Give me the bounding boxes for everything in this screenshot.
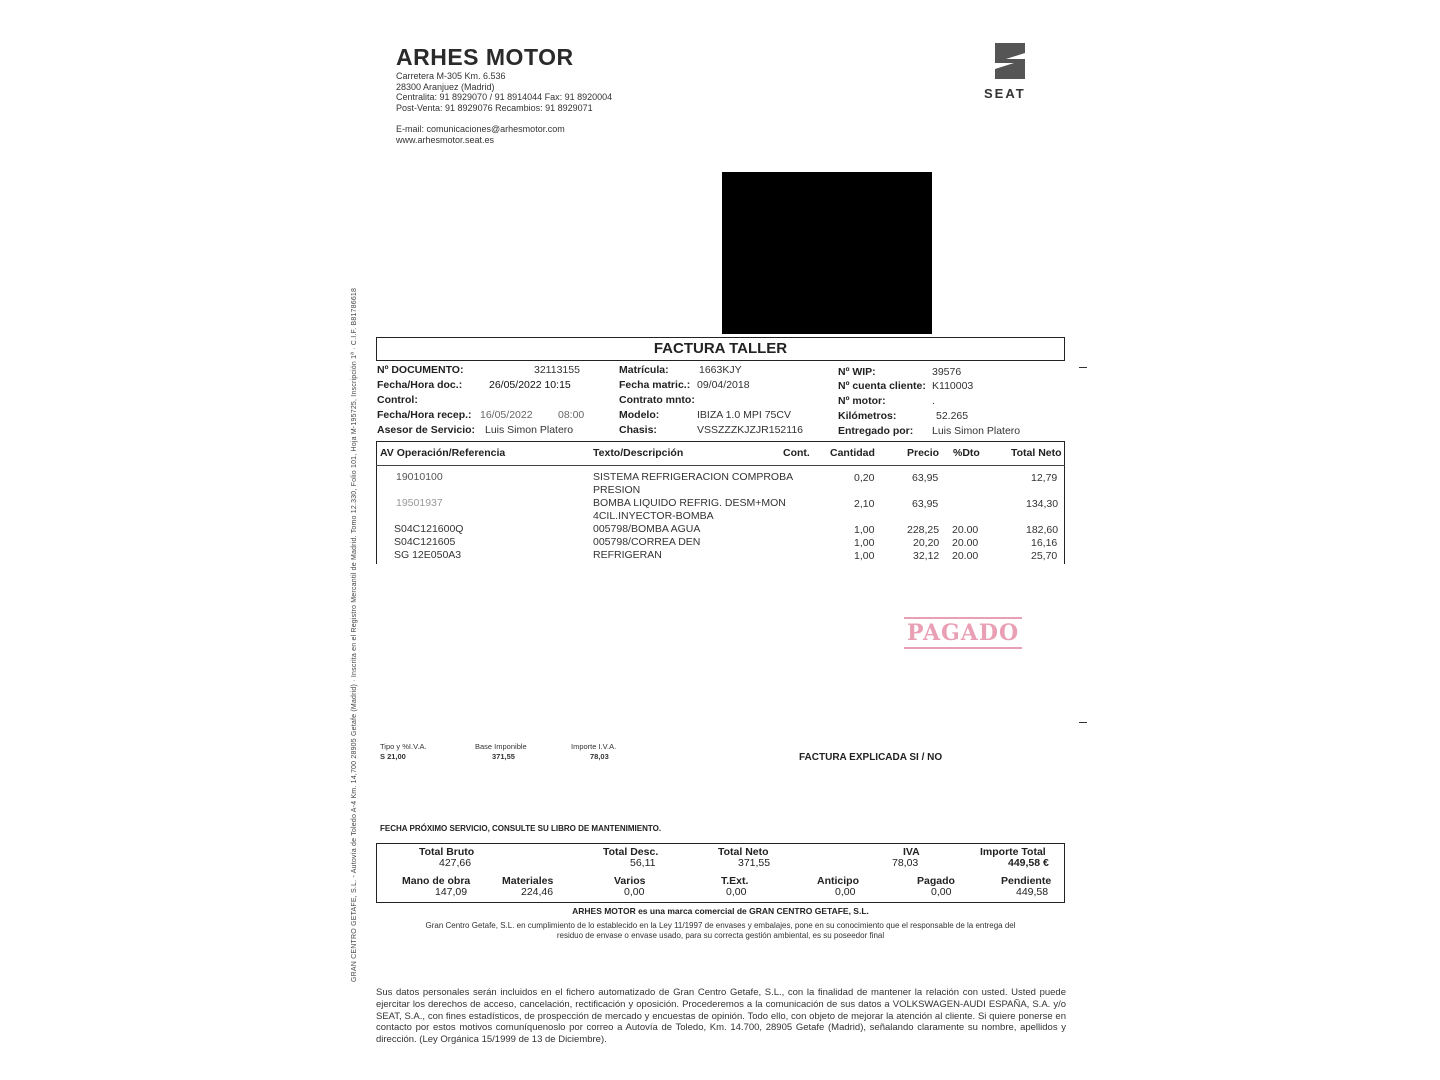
row-neto: 182,60 — [1026, 524, 1059, 536]
proximo-servicio-note: FECHA PRÓXIMO SERVICIO, CONSULTE SU LIBRO DE MANTENIMIENTO. — [380, 824, 662, 833]
entregado-label: Entregado por: — [838, 425, 914, 437]
row-desc: 005798/CORREA DEN — [593, 536, 701, 548]
contrato-label: Contrato mnto: — [619, 394, 695, 406]
registry-side-text: GRAN CENTRO GETAFE, S.L. - Autovía de Toledo A-4 Km. 14,700 28905 Getafe (Madrid) · Inscrita en el Registro Mercantil de Madrid. Tomo 12.330, Folio 101, Hoja M-195725, Inscripción 1ª · C.I.F. B81786618 — [351, 287, 358, 982]
documento-label: Nº DOCUMENTO: — [377, 364, 464, 376]
fecha-recep-value: 16/05/2022 — [480, 409, 533, 421]
iva-tipo-value: S 21,00 — [380, 752, 406, 761]
row-ref: 19010100 — [396, 471, 443, 483]
base-imponible-value: 371,55 — [492, 752, 515, 761]
asesor-label: Asesor de Servicio: — [377, 424, 476, 436]
materiales-value: 224,46 — [521, 886, 554, 898]
col-header-desc: Texto/Descripción — [593, 447, 684, 459]
env-notice-line2: residuo de envase o envase usado, para su correcta gestión ambiental, es su poseedor final — [556, 931, 885, 940]
row-cant: 0,20 — [854, 472, 875, 484]
varios-label: Varios — [614, 875, 646, 887]
col-header-precio: Precio — [907, 447, 940, 459]
row-desc-cont: PRESION — [593, 484, 641, 496]
row-ref: SG 12E050A3 — [394, 549, 462, 561]
redacted-block — [722, 172, 932, 334]
paid-stamp: PAGADO — [904, 617, 1022, 649]
seat-logo-icon — [992, 40, 1028, 82]
materiales-label: Materiales — [502, 875, 554, 887]
row-neto: 16,16 — [1031, 537, 1058, 549]
row-cant: 1,00 — [854, 550, 875, 562]
privacy-legal-text: Sus datos personales serán incluidos en el fichero automatizado de Gran Centro Getafe, S.L., con la finalidad de mantener la relación con usted. Usted puede ejercitar los derechos de acceso, cancelación, rectificación y oposición. Procederemos a la comunicación de sus datos a VOLKSWAGEN-AUDI ESPAÑA, S.A. y/o SEAT, S.A., con fines estadísticos, de prospección de mercado y encuestas de opinión. Todo ello, con objeto de mejorar la atención al cliente. Si quiere ponerse en contacto por estos motivos comuníquenoslo por correo a Autovía de Toledo, Km. 14.700, 28905 Getafe (Madrid), señalando claramente su nombre, apellidos y dirección. (Ley Orgánica 15/1999 de 13 de Diciembre). — [376, 987, 1066, 1046]
company-email: E-mail: comunicaciones@arhesmotor.com — [396, 124, 565, 134]
row-neto: 25,70 — [1031, 550, 1058, 562]
row-desc: 005798/BOMBA AGUA — [593, 523, 701, 535]
row-precio: 20,20 — [913, 537, 940, 549]
total-bruto-label: Total Bruto — [419, 846, 475, 858]
km-label: Kilómetros: — [838, 410, 897, 422]
importe-total-label: Importe Total — [980, 846, 1046, 858]
wip-label: Nº WIP: — [838, 366, 876, 378]
row-precio: 228,25 — [907, 524, 940, 536]
mano-obra-label: Mano de obra — [402, 875, 471, 887]
row-desc: REFRIGERAN — [593, 549, 662, 561]
chasis-label: Chasis: — [619, 424, 657, 436]
varios-value: 0,00 — [624, 886, 645, 898]
anticipo-value: 0,00 — [835, 886, 856, 898]
row-dto: 20.00 — [952, 537, 979, 549]
margin-tick — [1079, 367, 1087, 368]
pagado-value: 0,00 — [931, 886, 952, 898]
matricula-value: 1663KJY — [699, 364, 742, 376]
importe-iva-label: Importe I.V.A. — [571, 742, 617, 751]
entregado-value: Luis Simon Platero — [932, 425, 1021, 437]
row-neto: 134,30 — [1026, 498, 1059, 510]
modelo-value: IBIZA 1.0 MPI 75CV — [697, 409, 791, 421]
fecha-doc-label: Fecha/Hora doc.: — [377, 379, 463, 391]
company-web: www.arhesmotor.seat.es — [396, 134, 495, 145]
col-header-cant: Cantidad — [830, 447, 875, 459]
text-value: 0,00 — [726, 886, 747, 898]
row-neto: 12,79 — [1031, 472, 1058, 484]
col-header-cont: Cont. — [783, 447, 810, 459]
iva-tipo-label: Tipo y %I.V.A. — [380, 742, 427, 751]
col-header-dto: %Dto — [953, 447, 980, 459]
address-line: Carretera M-305 Km. 6.536 — [396, 71, 506, 81]
address-line: Post-Venta: 91 8929076 Recambios: 91 8929071 — [396, 102, 593, 113]
chasis-value: VSSZZZKJZJR152116 — [697, 424, 804, 436]
col-header-ref: AV Operación/Referencia — [380, 447, 506, 459]
row-cant: 1,00 — [854, 537, 875, 549]
total-desc-label: Total Desc. — [603, 846, 659, 858]
row-desc: SISTEMA REFRIGERACION COMPROBA — [593, 471, 794, 483]
row-ref: S04C121600Q — [394, 523, 464, 535]
brand-footer-line: ARHES MOTOR es una marca comercial de GRAN CENTRO GETAFE, S.L. — [572, 906, 869, 916]
anticipo-label: Anticipo — [817, 875, 859, 887]
brand-name: SEAT — [984, 86, 1026, 101]
fecha-matric-label: Fecha matric.: — [619, 379, 691, 391]
total-neto-label: Total Neto — [718, 846, 769, 858]
base-imponible-label: Base Imponible — [475, 742, 527, 751]
row-precio: 63,95 — [912, 472, 939, 484]
margin-tick — [1079, 722, 1087, 723]
iva-label: IVA — [903, 846, 920, 858]
total-desc-value: 56,11 — [630, 857, 656, 869]
hora-recep-value: 08:00 — [558, 409, 585, 421]
motor-value: . — [932, 395, 935, 407]
pendiente-value: 449,58 — [1016, 886, 1049, 898]
row-cant: 2,10 — [854, 498, 875, 510]
row-cant: 1,00 — [854, 524, 875, 536]
matricula-label: Matrícula: — [619, 364, 669, 376]
row-desc: BOMBA LIQUIDO REFRIG. DESM+MON — [593, 497, 786, 509]
motor-label: Nº motor: — [838, 395, 886, 407]
iva-value: 78,03 — [892, 857, 919, 869]
row-dto: 20.00 — [952, 550, 979, 562]
importe-total-value: 449,58 € — [1008, 857, 1049, 869]
address-line: 28300 Aranjuez (Madrid) — [396, 81, 495, 92]
wip-value: 39576 — [932, 366, 962, 378]
row-ref: 19501937 — [396, 497, 443, 509]
factura-explicada: FACTURA EXPLICADA SI / NO — [799, 752, 943, 763]
fecha-doc-value: 26/05/2022 10:15 — [489, 379, 571, 391]
modelo-label: Modelo: — [619, 409, 660, 421]
fecha-matric-value: 09/04/2018 — [697, 379, 750, 391]
mano-obra-value: 147,09 — [435, 886, 468, 898]
env-notice-line1: Gran Centro Getafe, S.L. en cumplimiento de lo establecido en la Ley 11/1997 de envases y embalajes, pone en su conocimiento que el responsable de la entrega del — [425, 921, 1016, 930]
km-value: 52.265 — [936, 410, 969, 422]
address-line: Centralita: 91 8929070 / 91 8914044 Fax: 91 8920004 — [396, 92, 613, 102]
row-ref: S04C121605 — [394, 536, 456, 548]
document-title: FACTURA TALLER — [653, 340, 788, 357]
pagado-label: Pagado — [917, 875, 955, 887]
pendiente-label: Pendiente — [1001, 875, 1052, 887]
cuenta-value: K110003 — [932, 380, 974, 392]
control-label: Control: — [377, 394, 418, 406]
header-divider — [376, 465, 1065, 466]
asesor-value: Luis Simon Platero — [485, 424, 574, 436]
company-name: ARHES MOTOR — [396, 44, 574, 70]
fecha-recep-label: Fecha/Hora recep.: — [377, 409, 472, 421]
row-precio: 32,12 — [913, 550, 940, 562]
row-precio: 63,95 — [912, 498, 939, 510]
total-neto-value: 371,55 — [738, 857, 771, 869]
cuenta-label: Nº cuenta cliente: — [838, 380, 926, 392]
documento-value: 32113155 — [534, 364, 580, 376]
row-desc-cont: 4CIL.INYECTOR-BOMBA — [593, 510, 714, 522]
col-header-neto: Total Neto — [1011, 447, 1062, 459]
row-dto: 20.00 — [952, 524, 979, 536]
total-bruto-value: 427,66 — [439, 857, 472, 869]
importe-iva-value: 78,03 — [590, 752, 609, 761]
text-label: T.Ext. — [721, 875, 749, 887]
